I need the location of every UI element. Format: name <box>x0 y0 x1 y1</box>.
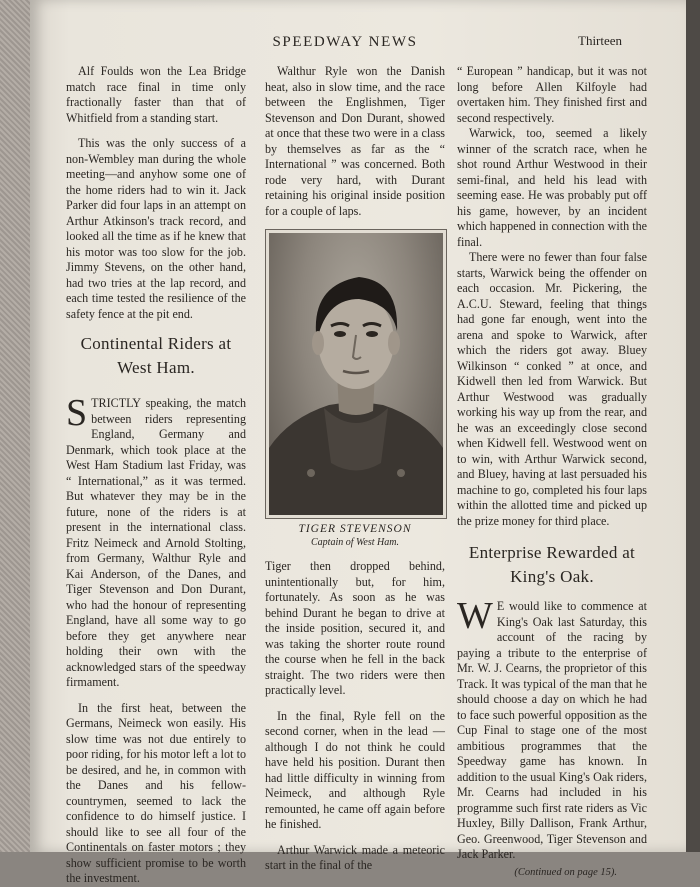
paragraph: In the first heat, between the Germans, Neimeck won easily. His slow time was not due entirely to poor riding, for his motor left a lot to be desired, and he, in common with the Danes and his fellow-countrymen, seemed to lack the confidence to do himself justice. I should like to see all four of the Continentals on faster motors ; they show sufficient promise to be worth the investment. <box>66 700 246 885</box>
book-binding <box>0 0 30 852</box>
column-middle <box>265 64 445 874</box>
photo-caption: TIGER STEVENSON <box>298 523 412 535</box>
article-heading-enterprise: Enterprise Rewarded at King's Oak. <box>468 543 636 586</box>
paragraph: This was the only success of a non-Wembley man during the whole meeting—and anyhow some one of the home riders had to win it. Jack Parker did four laps in an attempt on Arthur Atkinson's track record, and looked all the time as if he knew that his motor was too slow for the job. Jimmy Stevens, on the other hand, had two tries at the lap record, and each time tested the resilience of the safety fence at the pit end. <box>66 136 246 321</box>
photo-subcaption: Captain of West Ham. <box>311 537 399 548</box>
paragraph: “ European ” handicap, but it was not long before Allen Kilfoyle had overtaken him. They finished first and second respectively. <box>457 64 647 125</box>
drop-cap: S <box>66 392 88 434</box>
column-left <box>66 64 246 887</box>
paragraph-text: TRICTLY speaking, the match between riders representing England, Germany and Denmark, which took place at the West Ham Stadium last Friday, was “ International,” as it was termed. But whatever they may be in the future, none of the riders is at present in the international class. Fritz Neimeck and Arnold Stolting, from Germany, Walthur Ryle and Kai Anderson, of the Danes, and Tiger Stevenson and Don Durant, who had the honour of representing England, have all some way to go before they get anywhere near holding their own with the acknowledged stars of the speedway firmament. <box>66 396 246 689</box>
column-right <box>457 64 647 880</box>
page-number: Thirteen <box>578 33 623 48</box>
portrait-photo-frame <box>265 229 447 519</box>
paragraph: In the final, Ryle fell on the second corner, when in the lead —although I do not think he could have held his position. Durant then had little difficulty in winning from Neimeck, and although Ryle remounted, he came off again before he finished. <box>265 708 445 831</box>
paragraph-dropcap <box>457 595 647 863</box>
paragraph: Tiger then dropped behind, unintentionally but, for him, fortunately. As soon as he was behind Durant he began to drive at the inside position, secured it, and was taking the shorter route round the course when he fell in the back straight. The two riders were then practically level. <box>265 559 445 697</box>
portrait-illustration <box>269 233 443 515</box>
continued-notice: (Continued on page 15). <box>514 866 617 878</box>
paragraph: Walthur Ryle won the Danish heat, also in slow time, and the race between the Englishmen, Tiger Stevenson and Don Durant, showed at once that these two were in a class by themselves as far as the “ International ” was concerned. Both rode very hard, with Durant retaining his original inside position for a couple of laps. <box>265 64 445 218</box>
publication-title: SPEEDWAY NEWS <box>272 34 418 50</box>
paragraph: Arthur Warwick made a meteoric start in the final of the <box>265 842 445 872</box>
paragraph: There were no fewer than four false starts, Warwick being the offender on each occasion. Mr. Pickering, the A.C.U. Steward, feeling that things had gone far enough, went into the arena and spoke to Warwick, after which the riders got away. Bluey Wilkinson “ conked ” at once, and Kidwell then led from Warwick. But Arthur Westwood was gradually working his way up from the rear, and he was an exceedingly close second when Kidwell fell. Westwood went on to win, with Arthur Warwick second, and Bluey, having at last persuaded his machine to go, completed his four laps within the allotted time and picked up the prize money for third place. <box>457 250 647 528</box>
drop-cap: W <box>457 595 493 637</box>
paragraph-text: E would like to commence at King's Oak last Saturday, this account of the racing by paying a tribute to the enterprise of Mr. W. J. Cearns, the proprietor of this Track. It was typical of the man that he should choose a day on which he had to face such powerful opposition as the Cup Final to stage one of the most ambitious programmes that the Speedway game has known. In addition to the usual King's Oak riders, Mr. Cearns had included in his programme such first rate riders as Vic Huxley, Billy Dallison, Frank Arthur, Geo. Greenwood, Tiger Stevenson and Jack Parker. <box>457 599 647 861</box>
paragraph: Alf Foulds won the Lea Bridge match race final in time only fractionally faster than that of Whitfield from a standing start. <box>66 64 246 125</box>
page-edge-shadow <box>686 0 700 852</box>
portrait-photo <box>269 233 443 515</box>
paragraph-dropcap <box>66 392 246 691</box>
paragraph: Warwick, too, seemed a likely winner of the scratch race, when he shot round Arthur Westwood in their semi-final, and held his lead with seeming ease. He was probably put off his game, however, by an incident which happened in connection with the final. <box>457 126 647 249</box>
article-heading-continental: Continental Riders at West Ham. <box>80 334 232 377</box>
